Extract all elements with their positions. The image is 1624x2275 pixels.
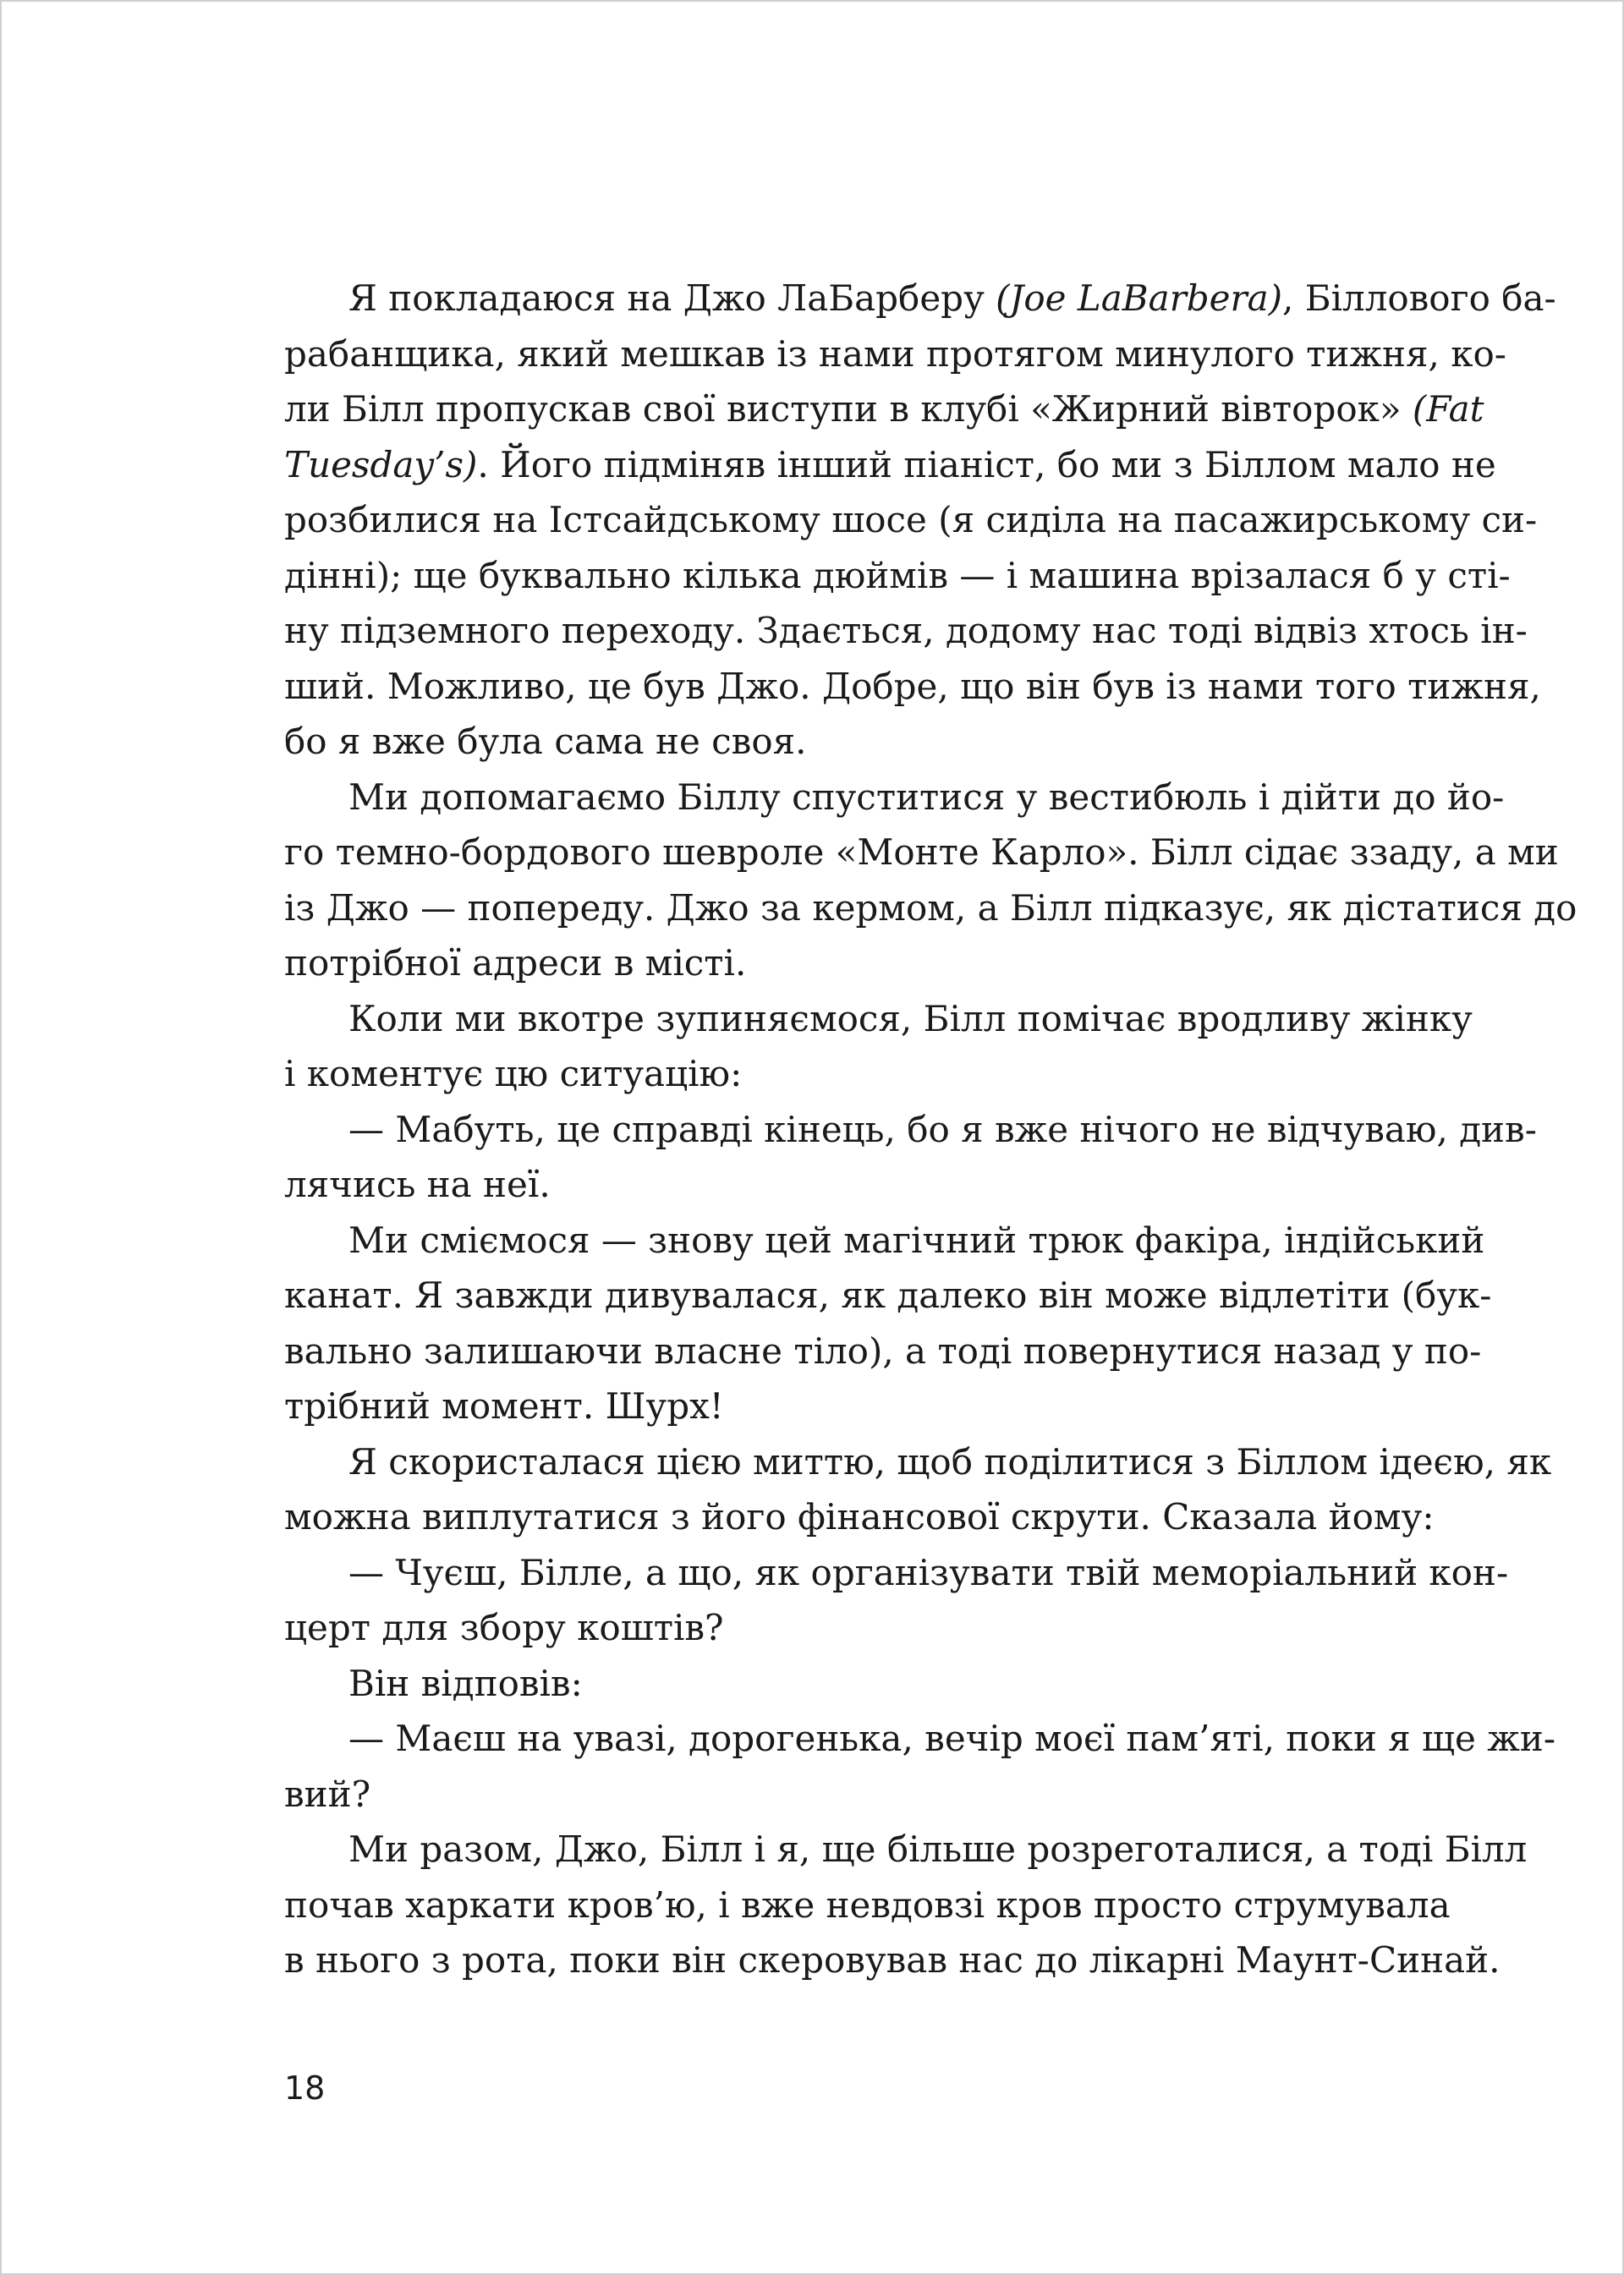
italic-text-segment: (Joe LaBarbera) <box>996 277 1283 319</box>
text-line <box>284 1213 1485 1269</box>
text-segment: Ми сміємося — знову цей магічний трюк факіра, індійський <box>348 1219 1485 1261</box>
italic-text-segment: Tuesday’s) <box>284 443 478 485</box>
text-line <box>284 1600 1433 1656</box>
text-segment: — Чуєш, Білле, а що, як організувати твій меморіальний кон- <box>348 1551 1509 1593</box>
text-segment: церт для збору коштів? <box>284 1607 724 1648</box>
text-line <box>284 1656 1433 1712</box>
text-line <box>284 1932 1501 1988</box>
text-segment: почав харкати кров’ю, і вже невдовзі кров просто струмувала <box>284 1883 1451 1926</box>
text-segment: Коли ми вкотре зупиняємося, Білл помічає вродливу жінку <box>348 997 1473 1039</box>
text-segment: канат. Я завжди дивувалася, як далеко він може відлетіти (бук- <box>284 1275 1492 1316</box>
text-segment: розбилися на Істсайдському шосе (я сиділа на пасажирському си- <box>284 499 1538 540</box>
text-segment: Ми разом, Джо, Білл і я, ще більше розреготалися, а тоді Білл <box>348 1828 1528 1870</box>
text-line <box>284 603 1528 659</box>
text-line <box>284 381 1484 437</box>
text-segment: ший. Можливо, це був Джо. Добре, що він був із нами того тижня, <box>284 665 1541 707</box>
text-segment: го темно-бордового шевроле «Монте Карло». Білл сідає ззаду, а ми <box>284 831 1559 873</box>
text-line <box>284 271 1556 326</box>
paragraph <box>284 1822 1528 1988</box>
text-line <box>284 1268 1492 1324</box>
body-text <box>284 271 1577 1988</box>
text-segment: — Маєш на увазі, дорогенька, вечір моєї пам’яті, поки я ще жи- <box>348 1718 1556 1759</box>
text-segment: із Джо — попереду. Джо за кермом, а Білл підказує, як дістатися до <box>284 886 1577 929</box>
text-line <box>284 492 1538 548</box>
text-line <box>284 1711 1556 1767</box>
paragraph <box>284 1545 1509 1656</box>
text-segment: рабанщика, який мешкав із нами протягом минулого тижня, ко- <box>284 332 1506 375</box>
text-line <box>284 935 1433 991</box>
text-line <box>284 1379 1433 1434</box>
text-line <box>284 1046 1433 1102</box>
text-segment: можна виплутатися з його фінансової скрути. Сказала йому: <box>284 1496 1435 1538</box>
text-segment: Я покладаюся на Джо ЛаБарберу <box>348 277 996 319</box>
page-number: 18 <box>284 2069 326 2107</box>
text-line <box>284 714 1433 770</box>
text-segment: . Його підміняв інший піаніст, бо ми з Біллом мало не <box>477 443 1496 485</box>
text-segment: Ми допомагаємо Біллу спуститися у вестибюль і дійти до йо- <box>348 776 1505 818</box>
text-segment: ну підземного переходу. Здається, додому нас тоді відвіз хтось ін- <box>284 610 1528 651</box>
text-line <box>284 1545 1509 1601</box>
text-line <box>284 437 1496 493</box>
text-segment: дінні); ще буквально кілька дюймів — і машина врізалася б у сті- <box>284 554 1511 596</box>
text-line <box>284 1767 1433 1823</box>
text-segment: Він відповів: <box>348 1662 583 1704</box>
text-line <box>284 326 1506 382</box>
text-segment: ли Білл пропускав свої виступи в клубі «Жирний вівторок» <box>284 388 1413 430</box>
paragraph <box>284 1711 1556 1822</box>
text-segment: вий? <box>284 1773 371 1815</box>
text-segment: , Біллового ба- <box>1282 277 1556 319</box>
paragraph <box>284 1434 1552 1545</box>
text-line <box>284 991 1473 1047</box>
text-line <box>284 1434 1552 1490</box>
text-line <box>284 1489 1433 1545</box>
paragraph <box>284 1102 1537 1213</box>
text-line <box>284 880 1577 936</box>
paragraph <box>284 1656 1433 1712</box>
paragraph <box>284 1213 1492 1434</box>
text-line <box>284 770 1505 825</box>
text-segment: лячись на неї. <box>284 1164 551 1205</box>
text-segment: — Мабуть, це справді кінець, бо я вже нічого не відчуваю, див- <box>348 1108 1537 1150</box>
text-segment: Я скористалася цією миттю, щоб поділитися з Біллом ідеєю, як <box>348 1440 1552 1483</box>
text-line <box>284 1822 1528 1878</box>
text-line <box>284 548 1511 604</box>
text-segment: і коментує цю ситуацію: <box>284 1053 743 1094</box>
paragraph <box>284 770 1577 991</box>
text-line <box>284 825 1559 880</box>
text-segment: потрібної адреси в місті. <box>284 942 747 984</box>
text-line <box>284 1157 1433 1213</box>
paragraph <box>284 991 1473 1102</box>
text-segment: трібний момент. Шурх! <box>284 1385 724 1427</box>
text-line <box>284 1102 1537 1158</box>
text-line <box>284 1878 1451 1933</box>
text-segment: в нього з рота, поки він скеровував нас до лікарні Маунт-Синай. <box>284 1939 1501 1981</box>
paragraph <box>284 271 1556 770</box>
text-segment: бо я вже була сама не своя. <box>284 721 807 762</box>
text-segment: вально залишаючи власне тіло), а тоді повернутися назад у по- <box>284 1329 1482 1372</box>
text-line <box>284 659 1541 715</box>
italic-text-segment: (Fat <box>1412 388 1484 430</box>
text-line <box>284 1324 1482 1379</box>
